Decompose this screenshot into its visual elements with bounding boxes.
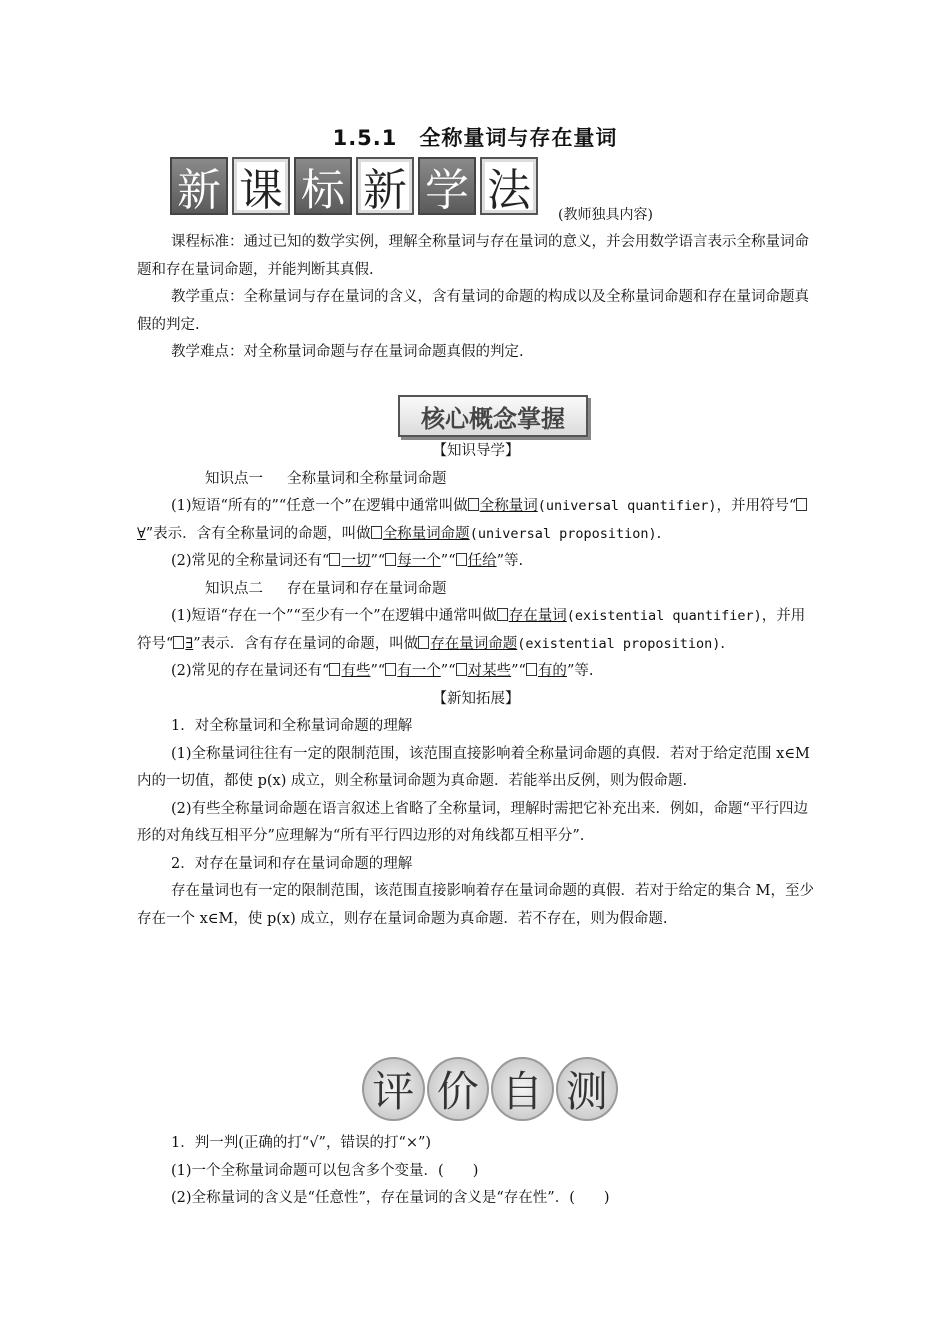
blank-box-icon xyxy=(385,553,396,566)
text: . xyxy=(720,635,726,652)
eval-char: 评 xyxy=(362,1057,425,1121)
extend-heading: 【新知拓展】 xyxy=(432,690,520,707)
answer-blank xyxy=(526,663,567,679)
text: ，并用符号“ xyxy=(137,608,806,652)
kp1-para1 xyxy=(137,493,815,548)
answer-blank xyxy=(329,553,370,569)
text: (2)常见的全称量词还有“ xyxy=(171,553,330,569)
blank-box-icon xyxy=(329,553,340,566)
answer-blank xyxy=(329,663,370,679)
knowledge-block xyxy=(137,438,815,933)
kp1-heading xyxy=(137,466,815,494)
answer-text: 全称量词命题 xyxy=(382,525,470,542)
ext2-title: 2．对存在量词和存在量词命题的理解 xyxy=(171,855,413,872)
exercise-q1: (1)一个全称量词命题可以包含多个变量．( ) xyxy=(171,1162,479,1179)
answer-text: 每一个 xyxy=(397,553,441,569)
text: ，并用符号“ xyxy=(716,498,797,514)
text: ”等. xyxy=(496,553,524,569)
answer-text: ∃ xyxy=(185,635,194,652)
exercise-title: 1．判一判(正确的打“√”，错误的打“×”) xyxy=(171,1135,432,1151)
eval-char: 价 xyxy=(427,1057,490,1121)
english-term: (existential quantifier) xyxy=(566,608,762,624)
course-standard: 课程标准：通过已知的数学实例，理解全称量词与存在量词的意义，并会用数学语言表示全称量词命题和存在量词命题，并能判断其真假. xyxy=(137,234,809,278)
english-term: (existential proposition) xyxy=(517,635,721,652)
kp1-title: 全称量词和全称量词命题 xyxy=(287,470,447,487)
english-term: (universal proposition) xyxy=(469,525,657,542)
kp2-para1 xyxy=(137,603,815,658)
blank-box-icon xyxy=(497,608,508,621)
english-term: (universal quantifier) xyxy=(537,498,717,514)
blank-box-icon xyxy=(371,526,382,539)
text: (1)短语“所有的”“任意一个”在逻辑中通常叫做 xyxy=(171,498,468,514)
new-curriculum-banner xyxy=(170,157,538,215)
teaching-focus: 教学重点：全称量词与存在量词的含义，含有量词的命题的构成以及全称量词命题和存在量词命题真假的判定. xyxy=(137,289,809,333)
blank-box-icon xyxy=(456,553,467,566)
answer-text: 存在量词命题 xyxy=(430,635,518,652)
ext1-para2: (2)有些全称量词命题在语言叙述上省略了全称量词，理解时需把它补充出来．例如，命题“平行四边形的对角线互相平分”应理解为“所有平行四边形的对角线都互相平分”. xyxy=(137,800,808,844)
answer-text: 存在量词 xyxy=(508,608,567,624)
answer-text: 有些 xyxy=(341,663,371,679)
blank-box-icon xyxy=(526,663,537,676)
answer-blank xyxy=(385,663,441,679)
blank-box-icon xyxy=(418,636,429,649)
answer-blank xyxy=(173,636,193,652)
text: ”表示．含有全称量词的命题，叫做 xyxy=(145,525,371,542)
self-evaluation-badge xyxy=(362,1052,618,1126)
kp2-label: 知识点二 xyxy=(205,580,263,597)
banner-char: 法 xyxy=(480,157,538,215)
answer-text: 任给 xyxy=(467,553,497,569)
answer-blank xyxy=(497,608,567,624)
blank-box-icon xyxy=(329,663,340,676)
text: ”表示．含有存在量词的命题，叫做 xyxy=(193,635,419,652)
text: . xyxy=(656,525,662,542)
answer-blank xyxy=(371,526,470,542)
text: ”等. xyxy=(566,663,594,679)
ext2-para1: 存在量词也有一定的限制范围，该范围直接影响着存在量词命题的真假．若对于给定的集合 M，至少存在一个 x∈M，使 p(x) 成立，则存在量词命题为真命题．若不存在，则为假命题. xyxy=(137,883,814,927)
kp2-heading xyxy=(137,576,815,604)
banner-char: 学 xyxy=(418,157,476,215)
text: (2)常见的存在量词还有“ xyxy=(171,663,330,679)
text: (1)短语“存在一个”“至少有一个”在逻辑中通常叫做 xyxy=(171,608,497,624)
exercise-q2: (2)全称量词的含义是“任意性”，存在量词的含义是“存在性”．( ) xyxy=(171,1190,610,1206)
intro-block xyxy=(137,229,815,367)
answer-text: 一切 xyxy=(341,553,371,569)
answer-text: 有一个 xyxy=(397,663,441,679)
kp1-para2: (2)常见的全称量词还有“ 一切”“ 每一个”“ 任给”等. xyxy=(171,553,524,569)
banner-char: 课 xyxy=(232,157,290,215)
kp2-para2: (2)常见的存在量词还有“ 有些”“ 有一个”“ 对某些”“ 有的”等. xyxy=(171,663,594,679)
exercise-block xyxy=(137,1130,815,1213)
blank-box-icon xyxy=(796,498,807,511)
teaching-difficulty: 教学难点：对全称量词命题与存在量词命题真假的判定. xyxy=(171,344,524,360)
eval-char: 测 xyxy=(556,1057,619,1121)
ext1-para1: (1)全称量词往往有一定的限制范围，该范围直接影响着全称量词命题的真假．若对于给定范围 x∈M 内的一切值，都使 p(x) 成立，则全称量词命题为真命题．若能举出反例，则为假命题. xyxy=(137,745,810,789)
guide-heading: 【知识导学】 xyxy=(432,443,520,459)
answer-text: ∀ xyxy=(137,525,146,542)
answer-text: 全称量词 xyxy=(479,498,538,514)
blank-box-icon xyxy=(173,636,184,649)
answer-text: 对某些 xyxy=(467,663,512,679)
blank-box-icon xyxy=(468,498,479,511)
answer-text: 有的 xyxy=(537,663,567,679)
answer-blank xyxy=(456,663,512,679)
answer-blank xyxy=(456,553,497,569)
banner-char: 新 xyxy=(170,157,228,215)
page-title: 1.5.1 全称量词与存在量词 xyxy=(332,126,618,150)
eval-char: 自 xyxy=(491,1057,554,1121)
banner-char: 新 xyxy=(356,157,414,215)
core-concept-badge: 核心概念掌握 xyxy=(398,395,588,437)
blank-box-icon xyxy=(456,663,467,676)
banner-char: 标 xyxy=(294,157,352,215)
ext1-title: 1．对全称量词和全称量词命题的理解 xyxy=(171,718,413,734)
teacher-note: (教师独具内容) xyxy=(558,207,653,223)
kp2-title: 存在量词和存在量词命题 xyxy=(287,580,447,597)
kp1-label: 知识点一 xyxy=(205,470,263,487)
blank-box-icon xyxy=(385,663,396,676)
answer-blank xyxy=(418,636,517,652)
answer-blank xyxy=(385,553,441,569)
answer-blank xyxy=(468,498,538,514)
